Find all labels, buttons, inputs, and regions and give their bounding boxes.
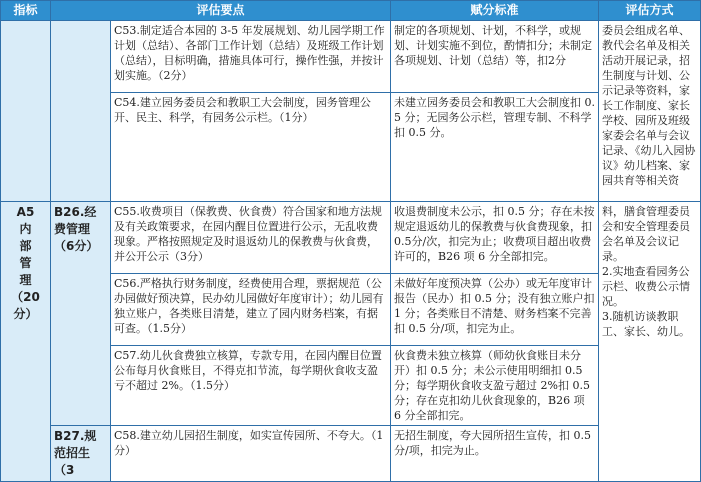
criteria-c54: 未建立园务委员会和教职工大会制度扣 0.5 分；无园务公示栏，管理专制、不科学扣 0.5 分。 [391,93,599,202]
key-point-c57: C57.幼儿伙食费独立核算，专款专用，在园内醒目位置公布每月伙食账目，不得克扣节流，每学期伙食收支盈亏不超过 2%。（1.5分） [111,346,391,426]
criteria-c58: 无招生制度，夸大园所招生宣传，扣 0.5 分/项，扣完为止。 [391,426,599,482]
criteria-c57: 伙食费未独立核算（师幼伙食账目未分开）扣 0.5 分；未公示使用明细扣 0.5 分；每学期伙食收支盈亏超过 2%扣 0.5 分；存在克扣幼儿伙食现象的，B26 项 6 分全部扣完。 [391,346,599,426]
indicator-a5-internal-management: A5 内 部 管 理 （20 分） [1,202,51,482]
header-criteria: 赋分标准 [391,1,599,21]
indicator-b26-funds-management: B26.经费管理（6分） [51,202,111,426]
indicator-b27-enrollment: B27.规范招生（3 [51,426,111,482]
criteria-c55: 收退费制度未公示，扣 0.5 分；存在未按规定退返幼儿的保教费与伙食费现象，扣 0.5分/次，扣完为止；收费项目超出收费许可的，B26 项 6 分全部扣完。 [391,202,599,274]
indicator-blank-cell [1,21,51,202]
header-key-points: 评估要点 [51,1,391,21]
header-indicator: 指标 [1,1,51,21]
header-method: 评估方式 [599,1,701,21]
table-row [1,426,701,482]
criteria-c56: 未做好年度预决算（公办）或无年度审计报告（民办）扣 0.5 分；没有独立账户扣 1 分；各类账目不清楚、财务档案不完善扣 0.5 分/项，扣完为止。 [391,274,599,346]
criteria-c53: 制定的各项规划、计划，不科学，或规划、计划实施不到位，酌情扣分；未制定各项规划、计划（总结）等，扣2分 [391,21,599,93]
sub-indicator-blank-cell [51,21,111,202]
key-point-c56: C56.严格执行财务制度，经费使用合理，票据规范（公办园做好预决算，民办幼儿园做好年度审计）；幼儿园有独立账户，各类账目清楚，建立了园内财务档案，有据可查。（1.5分） [111,274,391,346]
key-point-c58: C58.建立幼儿园招生制度，如实宣传园所、不夸大。（1分） [111,426,391,482]
key-point-c54: C54.建立园务委员会和教职工大会制度，园务管理公开、民主、科学，有园务公示栏。（1分） [111,93,391,202]
key-point-c53: C53.制定适合本园的 3-5 年发展规划、幼儿园学期工作计划（总结）、各部门工作计划（总结）及班级工作计划（总结），目标明确，措施具体可行，操作性强，并按计划实施。（2分） [111,21,391,93]
method-cell-2: 料，膳食管理委员会和安全管理委员会名单及会议记录。 2.实地查看园务公示栏、收费公示情况。 3.随机访谈教职工、家长、幼儿。 [599,202,701,482]
table-row [1,202,701,274]
method-cell-1: 委员会组成名单、教代会名单及相关活动开展记录，招生制度与计划、公示记录等资料，家长工作制度、家长学校、园所及班级家委会名单与会议记录、《幼儿入园协议》幼儿档案、家园共育等相关资 [599,21,701,202]
key-point-c55: C55.收费项目（保教费、伙食费）符合国家和地方法规及有关政策要求，在园内醒目位置进行公示，无乱收费现象。严格按照规定及时退返幼儿的保教费与伙食费，并公开公示（3分） [111,202,391,274]
table-row [1,21,701,93]
table-header-row [1,1,701,21]
